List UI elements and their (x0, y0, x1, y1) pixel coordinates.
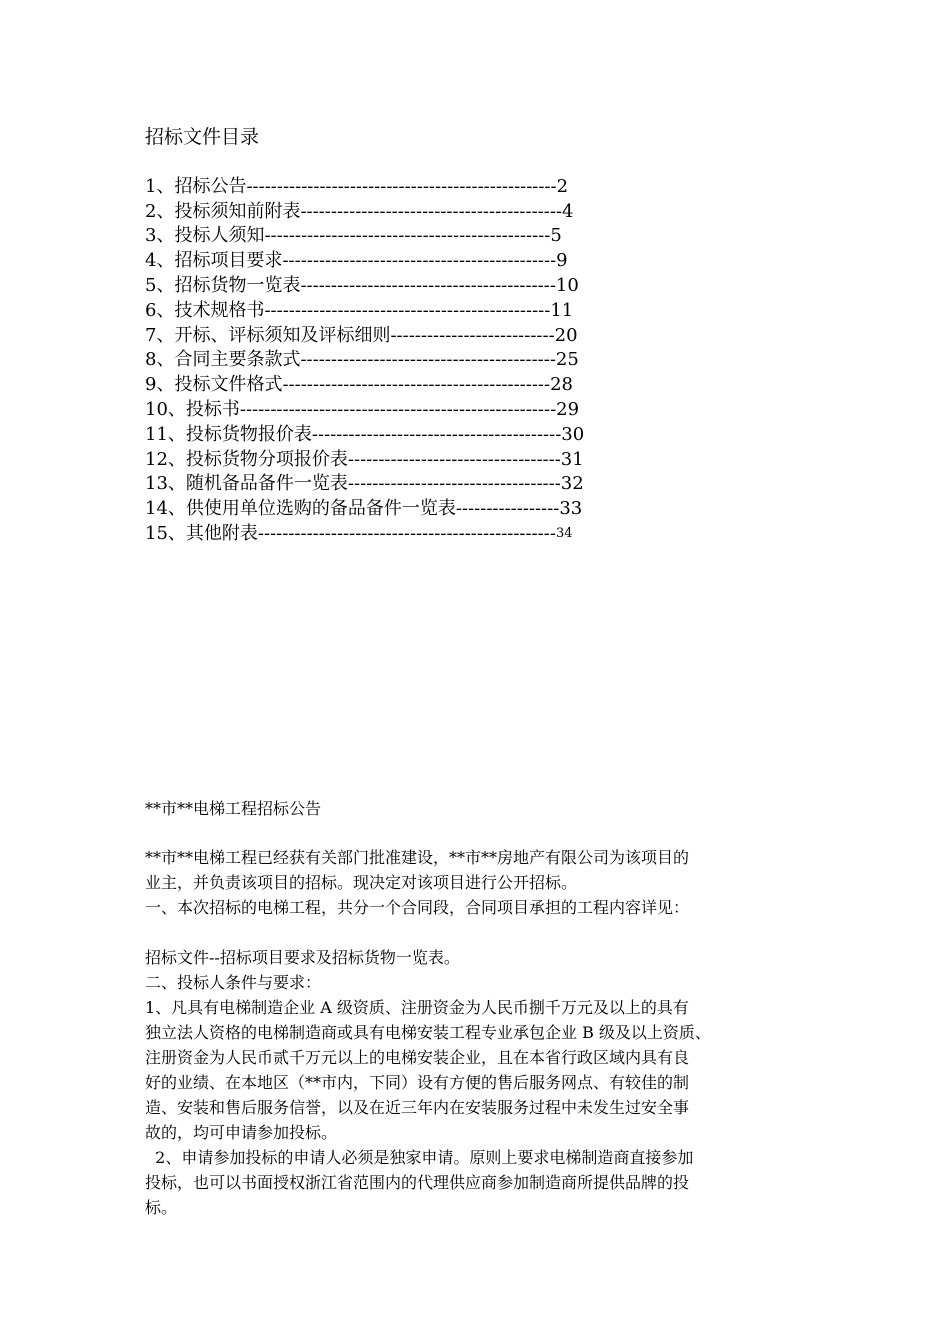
notice-line: 故的，均可申请参加投标。 (145, 1123, 338, 1142)
toc-item-leader: ----------------------------------------- (311, 423, 562, 445)
toc-item-page: 4 (561, 200, 574, 222)
toc-title: 招标文件目录 (145, 126, 260, 148)
toc-item-page: 29 (556, 398, 580, 420)
toc-item-number: 3、 (145, 225, 175, 247)
toc-item-leader: ------------------------------------------ (300, 349, 556, 371)
toc-item (145, 323, 705, 348)
toc-item-label: 投标人须知 (174, 225, 265, 247)
toc-item (145, 447, 705, 472)
toc-item (145, 496, 705, 521)
toc-item-label: 投标文件格式 (174, 374, 283, 396)
toc-item (145, 273, 705, 298)
toc-item-label: 开标、评标须知及评标细则 (174, 324, 391, 346)
notice-line: 2、申请参加投标的申请人必须是独家申请。原则上要求电梯制造商直接参加 (145, 1148, 694, 1167)
toc-item (145, 397, 705, 422)
toc-item-label: 投标货物报价表 (185, 423, 312, 445)
toc-item (145, 422, 705, 447)
toc-item-label: 技术规格书 (174, 299, 265, 321)
toc-item (145, 224, 705, 249)
toc-item-page: 11 (550, 299, 574, 321)
toc-item-leader: ----------------------------------- (347, 473, 561, 495)
toc-item-leader: ----------------- (455, 498, 560, 520)
notice-line: 投标，也可以书面授权浙江省范围内的代理供应商参加制造商所提供品牌的投 (145, 1173, 690, 1192)
notice-line: 1、凡具有电梯制造企业 A 级资质、注册资金为人民币捌千万元及以上的具有 (145, 998, 689, 1017)
toc-item-leader: ----------------------------------------------- (264, 225, 551, 247)
toc-item-page: 20 (554, 324, 578, 346)
toc-item-number: 13、 (145, 473, 186, 495)
toc-item (145, 348, 705, 373)
notice-line: 业主，并负责该项目的招标。现决定对该项目进行公开招标。 (145, 873, 578, 892)
toc-item-number: 8、 (145, 349, 175, 371)
toc-item-page: 34 (555, 525, 573, 541)
blank-line (145, 920, 817, 945)
notice-line: 注册资金为人民币贰千万元以上的电梯安装企业，且在本省行政区域内具有良 (145, 1048, 690, 1067)
notice-line: 造、安装和售后服务信誉，以及在近三年内在安装服务过程中未发生过安全事 (145, 1098, 690, 1117)
toc-item-page: 28 (550, 374, 573, 396)
toc-item-label: 投标须知前附表 (174, 200, 301, 222)
toc-item-page: 33 (559, 498, 583, 520)
toc-item-page: 30 (561, 423, 585, 445)
toc-item-number: 2、 (145, 200, 175, 222)
toc-item-leader: ----------------------------------------------- (264, 299, 551, 321)
toc-item-label: 投标书 (185, 398, 240, 420)
notice-line: 招标文件--招标项目要求及招标货物一览表。 (145, 948, 460, 967)
toc-item-label: 合同主要条款式 (174, 349, 301, 371)
toc-item-page: 31 (560, 448, 584, 470)
toc-item-number: 11、 (145, 423, 186, 445)
toc-item (145, 174, 705, 199)
toc-item-number: 6、 (145, 299, 175, 321)
toc-item (145, 298, 705, 323)
toc-item-leader: ----------------------------------- (347, 448, 561, 470)
toc-item-page: 32 (560, 473, 584, 495)
toc-item (145, 472, 705, 497)
notice-line: 好的业绩、在本地区（**市内，下同）设有方便的售后服务网点、有较佳的制 (145, 1073, 690, 1092)
toc-item-leader: ------------------------------------------------- (257, 522, 556, 544)
notice-line: 二、投标人条件与要求： (145, 973, 322, 992)
toc-item-leader: ------------------------------------------ (300, 274, 556, 296)
toc-item-label: 招标公告 (174, 175, 247, 197)
toc-item-leader: -------------------------------------------- (282, 374, 551, 396)
toc-item-leader: --------------------------- (390, 324, 555, 346)
notice-line: 独立法人资格的电梯制造商或具有电梯安装工程专业承包企业 B 级及以上资质、 (145, 1023, 711, 1042)
toc-item-number: 14、 (145, 498, 186, 520)
toc-item (145, 199, 705, 224)
toc-item-number: 10、 (145, 398, 186, 420)
toc-item-page: 2 (556, 175, 569, 197)
toc-item-number: 5、 (145, 274, 175, 296)
toc-item-label: 招标项目要求 (174, 250, 283, 272)
toc-list (145, 174, 705, 546)
toc-item-number: 12、 (145, 448, 186, 470)
notice-body (145, 845, 817, 1220)
toc-item-number: 4、 (145, 250, 175, 272)
toc-item (145, 372, 705, 397)
toc-item-label: 随机备品备件一览表 (185, 473, 348, 495)
toc-item-label: 供使用单位选购的备品备件一览表 (185, 498, 456, 520)
toc-item-leader: ---------------------------------------------------- (239, 398, 557, 420)
toc-item-label: 投标货物分项报价表 (185, 448, 348, 470)
toc-item-page: 5 (550, 225, 562, 247)
toc-item-label: 其他附表 (185, 522, 258, 544)
toc-item-label: 招标货物一览表 (174, 274, 301, 296)
toc-item (145, 521, 705, 546)
notice-title: **市**电梯工程招标公告 (145, 799, 322, 818)
toc-item-number: 9、 (145, 374, 175, 396)
toc-item-page: 9 (556, 250, 568, 272)
notice-line: 标。 (145, 1198, 178, 1217)
notice-line: 一、本次招标的电梯工程，共分一个合同段，合同项目承担的工程内容详见： (145, 898, 690, 917)
toc-item-number: 1、 (145, 175, 175, 197)
notice-line: **市**电梯工程已经获有关部门批准建设，**市**房地产有限公司为该项目的 (145, 848, 690, 867)
toc-item-leader: --------------------------------------------- (282, 250, 557, 272)
toc-item-number: 15、 (145, 522, 186, 544)
toc-item-leader: ------------------------------------------- (300, 200, 562, 222)
toc-item-leader: --------------------------------------------------- (246, 175, 557, 197)
toc-item-page: 25 (555, 349, 579, 371)
toc-item-page: 10 (555, 274, 579, 296)
toc-item-number: 7、 (145, 324, 175, 346)
toc-item (145, 248, 705, 273)
